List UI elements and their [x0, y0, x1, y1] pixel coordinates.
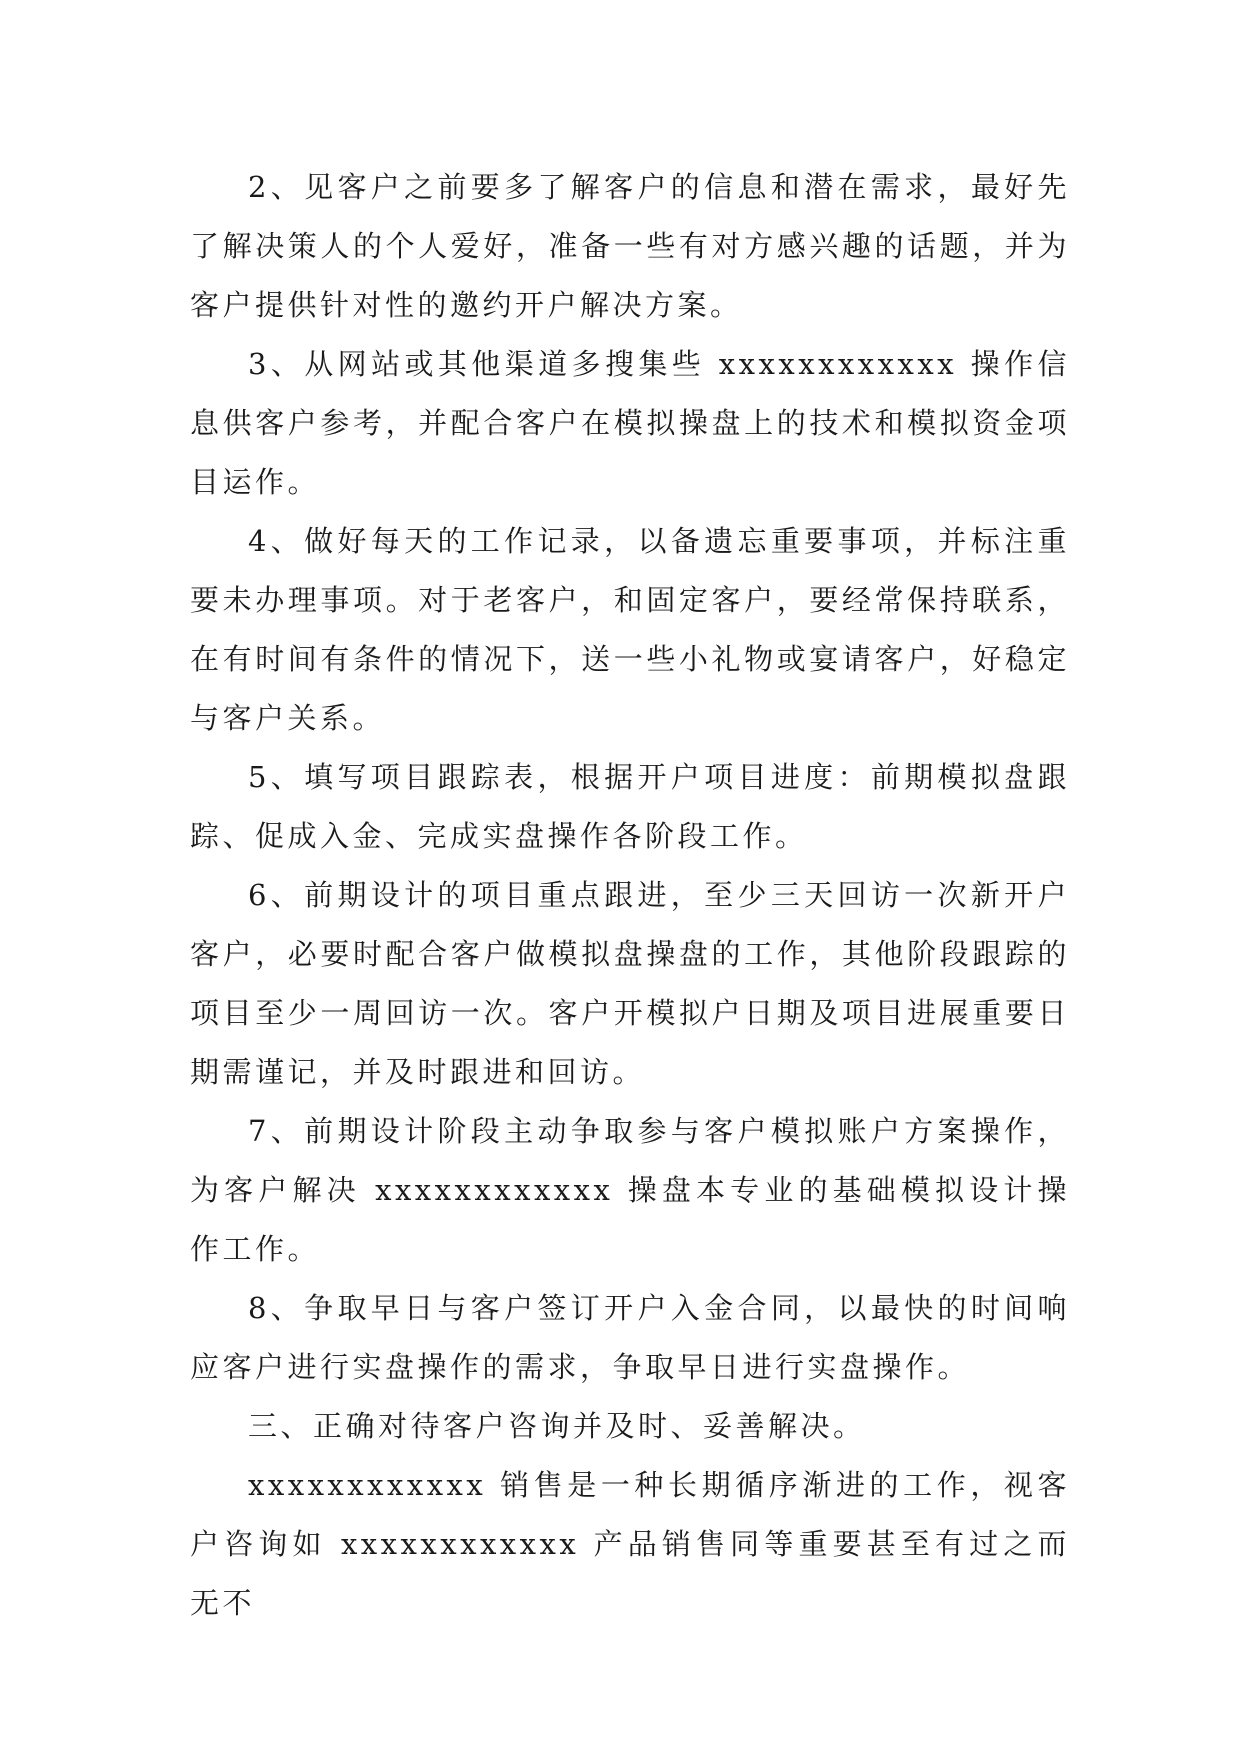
paragraph-item-2: 2、见客户之前要多了解客户的信息和潜在需求，最好先了解决策人的个人爱好，准备一些有对方感兴趣的话题，并为客户提供针对性的邀约开户解决方案。	[190, 170, 1070, 322]
paragraph-item-3: 3、从网站或其他渠道多搜集些 xxxxxxxxxxxx 操作信息供客户参考，并配合客户在模拟操盘上的技术和模拟资金项目运作。	[190, 347, 1070, 499]
paragraph-item-8: 8、争取早日与客户签订开户入金合同，以最快的时间响应客户进行实盘操作的需求，争取早日进行实盘操作。	[190, 1291, 1070, 1384]
section-heading-3: 三、正确对待客户咨询并及时、妥善解决。	[248, 1409, 866, 1443]
document-body	[190, 158, 1070, 1633]
paragraph-closing: xxxxxxxxxxxx 销售是一种长期循序渐进的工作，视客户咨询如 xxxxxxxxxxxx 产品销售同等重要甚至有过之而无不	[190, 1468, 1070, 1620]
paragraph-item-5: 5、填写项目跟踪表，根据开户项目进度：前期模拟盘跟踪、促成入金、完成实盘操作各阶段工作。	[190, 760, 1070, 853]
paragraph-item-4: 4、做好每天的工作记录，以备遗忘重要事项，并标注重要未办理事项。对于老客户，和固定客户，要经常保持联系，在有时间有条件的情况下，送一些小礼物或宴请客户，好稳定与客户关系。	[190, 524, 1070, 735]
paragraph-item-7: 7、前期设计阶段主动争取参与客户模拟账户方案操作，为客户解决 xxxxxxxxxxxx 操盘本专业的基础模拟设计操作工作。	[190, 1114, 1070, 1266]
paragraph-item-6: 6、前期设计的项目重点跟进，至少三天回访一次新开户客户，必要时配合客户做模拟盘操盘的工作，其他阶段跟踪的项目至少一周回访一次。客户开模拟户日期及项目进展重要日期需谨记，并及时跟进和回访。	[190, 878, 1070, 1089]
